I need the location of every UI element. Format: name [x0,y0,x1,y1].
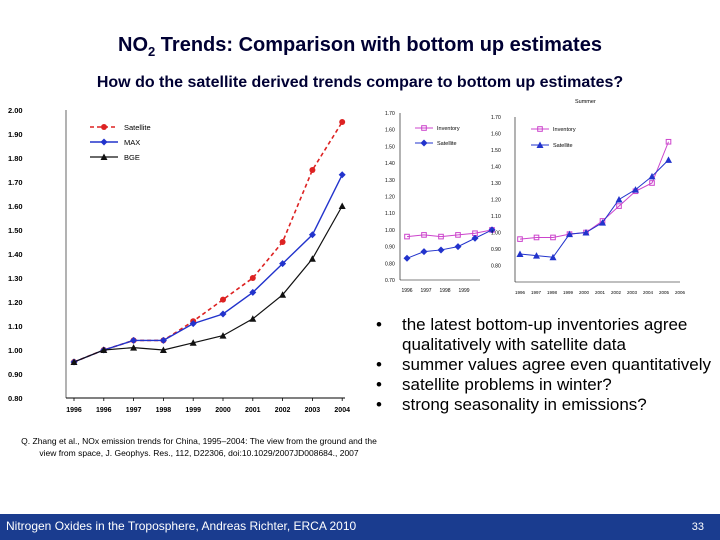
y-tick-label: 1.00 [491,230,501,237]
legend-marker [101,124,107,130]
y-tick-label: 1.90 [8,130,23,139]
y-tick-label: 1.20 [8,298,23,307]
data-point-satellite [280,239,286,245]
y-tick-label: 1.40 [8,250,23,259]
y-tick-label: 1.20 [491,197,501,204]
bullet-dot: • [376,395,382,414]
title-rest: Trends: Comparison with bottom up estimates [155,34,602,56]
y-tick-label: 1.70 [8,178,23,187]
legend-label: MAX [124,138,141,147]
footer-bar [0,514,720,540]
y-tick-label: 1.30 [8,274,23,283]
x-tick-label: 1999 [458,288,470,294]
data-point-satellite [665,156,672,163]
series-line-satellite [407,230,492,258]
bullet-item [368,375,713,395]
x-tick-label: 1996 [96,407,112,414]
series-line-satellite [520,160,669,257]
y-tick-label: 0.80 [385,261,395,268]
x-tick-label: 1998 [546,290,558,295]
legend-label: Satellite [124,123,151,132]
bullet-text: the latest bottom-up inventories agree qualitatively with satellite data [402,315,688,354]
slide-number: 33 [691,521,704,533]
x-tick-label: 2003 [304,407,321,414]
legend-label: BGE [124,153,140,162]
y-tick-label: 1.40 [491,164,501,171]
series-line-satellite [74,122,342,362]
x-tick-label: 1996 [66,407,82,414]
y-tick-label: 1.00 [8,346,23,355]
x-tick-label: 1999 [185,407,201,414]
legend-label: Inventory [437,126,460,132]
data-point-satellite [339,119,345,125]
y-tick-label: 1.50 [8,226,23,235]
bullet-text: strong seasonality in emissions? [402,395,647,414]
y-tick-label: 1.30 [385,177,395,184]
slide-subtitle: How do the satellite derived trends compare to bottom up estimates? [96,74,624,91]
y-tick-label: 1.00 [385,227,395,234]
bullet-dot: • [376,315,382,334]
series-line-max [74,175,342,362]
y-tick-label: 1.60 [8,202,23,211]
data-point-satellite [421,248,428,255]
bullet-dot: • [376,355,382,374]
y-tick-label: 1.40 [385,161,395,168]
y-tick-label: 1.10 [491,214,501,220]
trend-chart-summer [485,95,695,300]
title-subscript: 2 [148,44,156,59]
y-tick-label: 0.90 [8,370,23,379]
x-tick-label: 1997 [420,288,432,294]
bullet-text: satellite problems in winter? [402,375,612,394]
legend-label: Inventory [553,127,576,133]
x-tick-label: 1998 [155,407,172,414]
x-tick-label: 2000 [215,407,231,414]
y-tick-label: 1.30 [491,181,501,187]
y-tick-label: 2.00 [8,106,23,115]
y-tick-label: 1.60 [491,131,501,138]
x-tick-label: 2001 [245,407,261,414]
series-line-inventory [407,230,492,237]
y-tick-label: 1.60 [385,127,395,134]
y-tick-label: 1.80 [8,154,23,163]
y-tick-label: 1.20 [385,194,395,201]
data-point-satellite [438,246,445,253]
x-tick-label: 1996 [514,290,526,295]
legend-label: Satellite [437,141,457,147]
bullet-item [368,395,713,415]
chart-title: Summer [575,99,596,105]
bullet-text: summer values agree even quantitatively [402,355,711,374]
x-tick-label: 2001 [594,290,606,295]
series-line-bge [74,206,342,362]
y-tick-label: 1.10 [385,211,395,218]
title-main: NO [118,34,149,56]
x-tick-label: 1997 [530,290,542,295]
y-tick-label: 1.50 [385,144,395,151]
legend-label: Satellite [553,143,573,149]
x-tick-label: 1998 [439,288,451,294]
footer-credit: Nitrogen Oxides in the Troposphere, Andreas Richter, ERCA 2010 [6,519,357,533]
data-point-satellite [220,297,226,303]
x-tick-label: 1997 [125,407,142,414]
x-tick-label: 2002 [610,290,622,295]
x-tick-label: 2004 [642,290,654,295]
bullet-item [368,315,713,355]
data-point-max [339,171,346,178]
bullet-dot: • [376,375,382,394]
y-tick-label: 0.90 [385,244,395,251]
data-point-max [160,337,167,344]
bullet-list [368,315,713,415]
series-line-inventory [520,142,669,239]
data-point-satellite [455,243,462,250]
x-tick-label: 2003 [626,290,638,295]
data-point-max [130,337,137,344]
slide-title [0,34,720,59]
bullet-item [368,355,713,375]
data-point-bge [220,332,227,339]
x-tick-label: 2002 [274,407,291,414]
data-point-satellite [404,255,411,262]
y-tick-label: 1.70 [491,115,501,121]
citation: Q. Zhang et al., NOx emission trends for China, 1995–2004: The view from the ground and the view from space, J. Geophys. Res., 112, D22306, doi:10.1029/2007JD008684., 2007 [21,436,377,458]
y-tick-label: 1.50 [491,148,501,154]
data-point-bge [339,203,346,210]
y-tick-label: 1.70 [385,111,395,117]
y-tick-label: 1.10 [8,322,23,331]
y-tick-label: 0.80 [491,263,501,270]
y-tick-label: 0.90 [491,247,501,253]
trend-chart-main [0,100,350,425]
x-tick-label: 2004 [334,407,350,414]
legend-marker [421,140,428,147]
y-tick-label: 0.70 [385,278,395,284]
x-tick-label: 2005 [658,290,670,295]
x-tick-label: 2006 [674,290,686,295]
y-tick-label: 0.80 [8,394,23,403]
x-tick-label: 2000 [578,290,590,295]
data-point-satellite [616,196,623,203]
x-tick-label: 1999 [562,290,574,295]
data-point-bge [309,255,316,261]
data-point-satellite [250,275,256,281]
x-tick-label: 1996 [401,288,413,294]
legend-marker [101,139,108,146]
data-point-satellite [309,167,315,173]
trend-chart-winter [365,100,480,300]
